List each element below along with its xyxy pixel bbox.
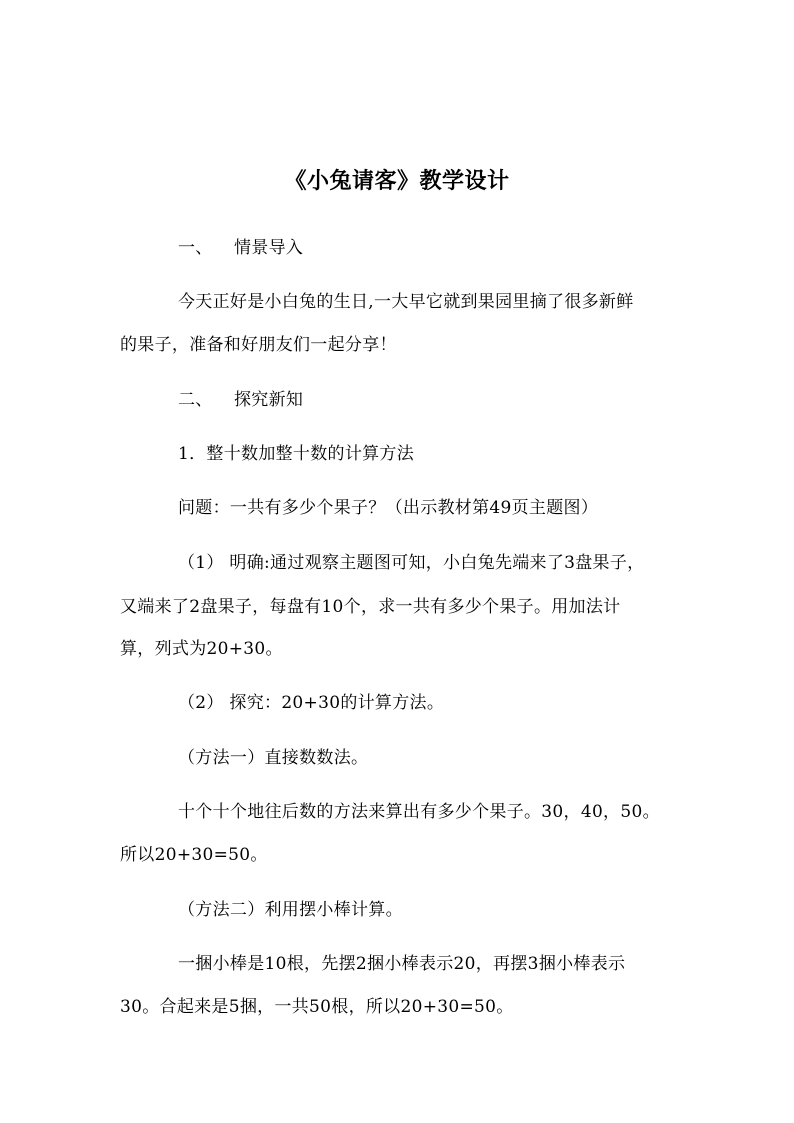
method-title: （方法一）直接数数法。 xyxy=(178,748,369,768)
paragraph-line: 一捆小棒是10根，先摆2捆小棒表示20，再摆3捆小棒表示 xyxy=(178,954,626,974)
subheading: 1．整十数加整十数的计算方法 xyxy=(178,444,415,464)
paragraph-line: 又端来了2盘果子，每盘有10个，求一共有多少个果子。用加法计 xyxy=(120,597,621,617)
section-title-1: 情景导入 xyxy=(234,238,304,258)
paragraph-line: （1） 明确:通过观察主题图可知，小白兔先端来了3盘果子， xyxy=(178,553,645,573)
section-number-2: 二、 xyxy=(178,390,213,410)
document-title: 《小兔请客》教学设计 xyxy=(284,168,510,194)
paragraph-line: 30。合起来是5捆，一共50根，所以20+30=50。 xyxy=(120,997,514,1017)
paragraph-line: （2） 探究：20+30的计算方法。 xyxy=(178,693,445,713)
paragraph-line: 十个十个地往后数的方法来算出有多少个果子。30，40，50。 xyxy=(178,802,660,822)
question-line: 问题：一共有多少个果子？（出示教材第49页主题图） xyxy=(178,498,599,518)
paragraph-line: 今天正好是小白兔的生日,一大早它就到果园里摘了很多新鲜 xyxy=(178,292,634,312)
section-heading-2 xyxy=(178,389,303,411)
method-title: （方法二）利用摆小棒计算。 xyxy=(178,900,403,920)
paragraph-line: 算，列式为20+30。 xyxy=(120,639,283,659)
paragraph-line: 所以20+30=50。 xyxy=(120,845,268,865)
paragraph-line: 的果子，准备和好朋友们一起分享！ xyxy=(120,335,397,355)
section-heading-1 xyxy=(178,237,303,259)
section-title-2: 探究新知 xyxy=(234,390,304,410)
section-number-1: 一、 xyxy=(178,238,213,258)
